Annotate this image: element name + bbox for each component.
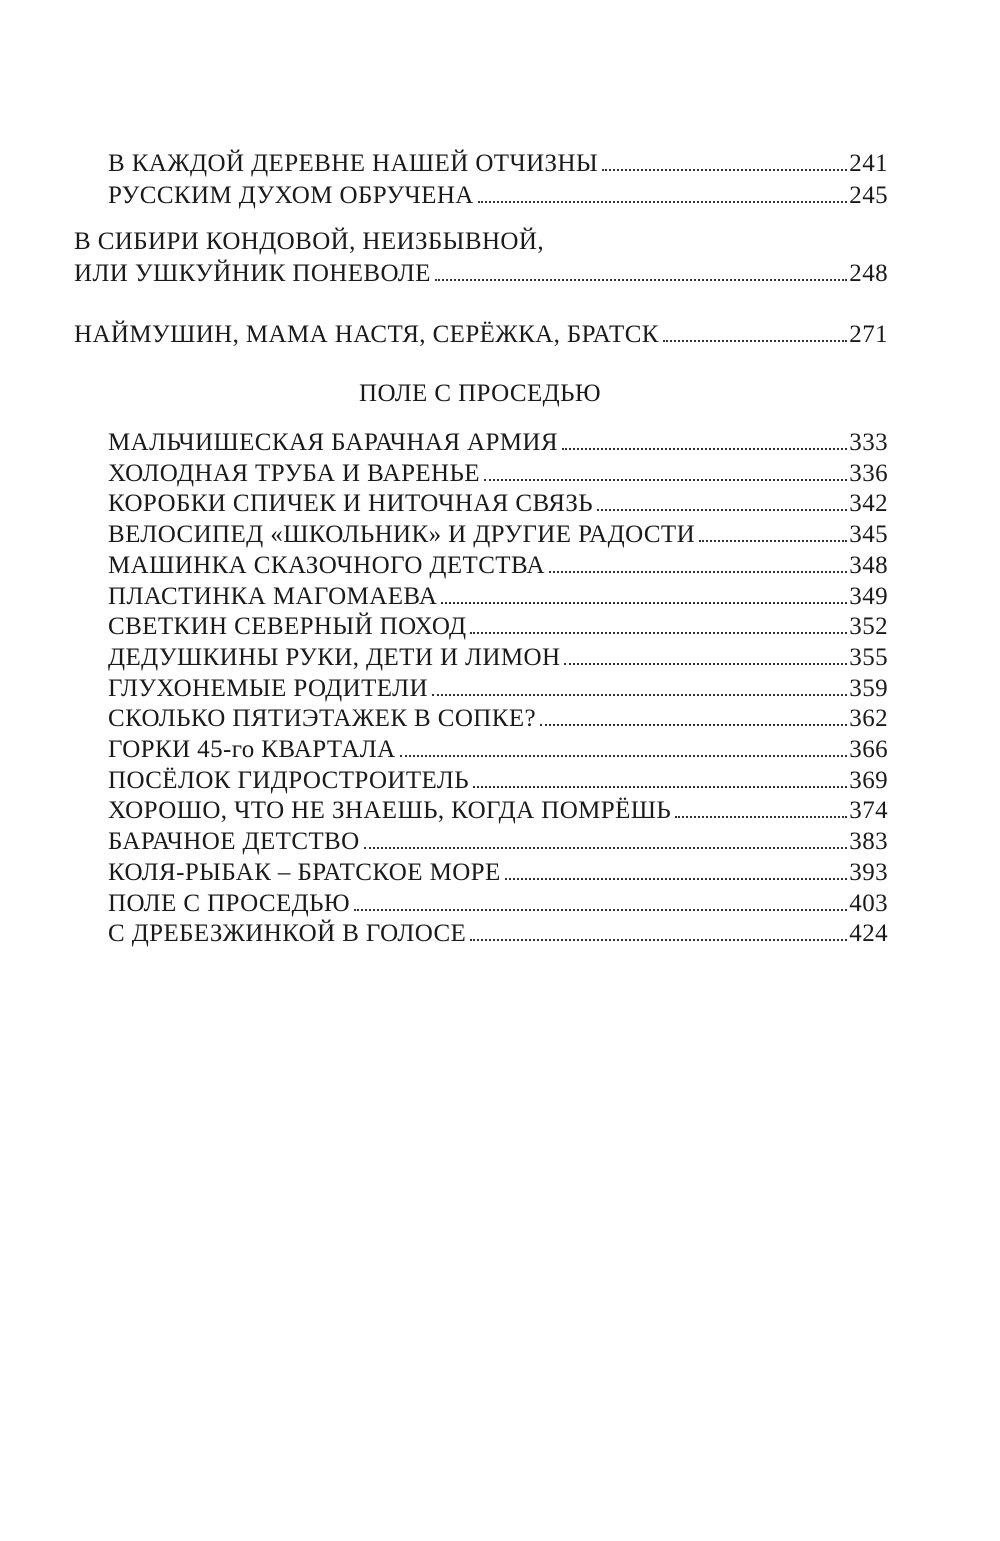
toc-entry-page: 383 [849, 828, 888, 856]
toc-entry-title-line1: В СИБИРИ КОНДОВОЙ, НЕИЗБЫВНОЙ, [74, 228, 544, 255]
dot-leader [432, 694, 847, 696]
dot-leader [675, 816, 847, 818]
toc-entry-page: 349 [849, 582, 888, 610]
toc-entry-title: КОРОБКИ СПИЧЕК И НИТОЧНАЯ СВЯЗЬ [108, 490, 594, 518]
toc-entry-title: ВЕЛОСИПЕД «ШКОЛЬНИК» И ДРУГИЕ РАДОСТИ [108, 521, 696, 549]
toc-entry-page: 359 [849, 674, 888, 702]
toc-entry [108, 703, 888, 734]
toc-entry [108, 765, 888, 796]
toc-entry-page: 245 [849, 182, 888, 209]
toc-entry-title-line2: ИЛИ УШКУЙНИК ПОНЕВОЛЕ [74, 260, 431, 287]
toc-entry [108, 826, 888, 857]
toc-entry-title: В КАЖДОЙ ДЕРЕВНЕ НАШЕЙ ОТЧИЗНЫ [108, 150, 599, 177]
toc-entry-page: 374 [849, 797, 888, 825]
toc-entry-page: 248 [849, 260, 888, 287]
toc-entry-title: МАШИНКА СКАЗОЧНОГО ДЕТСТВА [108, 551, 545, 579]
dot-leader [597, 509, 847, 511]
toc-entry-page: 333 [849, 429, 888, 456]
toc-entry [108, 458, 888, 489]
toc-entry-page: 345 [849, 521, 888, 549]
dot-leader [562, 448, 847, 450]
toc-entry-title: ХОЛОДНАЯ ТРУБА И ВАРЕНЬЕ [108, 459, 480, 487]
toc-entry [108, 148, 888, 179]
toc-entry-page: 393 [849, 858, 888, 886]
dot-leader [470, 632, 847, 634]
toc-entry [74, 319, 888, 350]
toc-entry [108, 180, 888, 211]
dot-leader [478, 201, 848, 203]
toc-entry-page: 403 [849, 889, 888, 917]
toc-entry [108, 734, 888, 765]
toc-entry [108, 550, 888, 581]
dot-leader [505, 878, 848, 880]
toc-entry-page: 424 [849, 920, 888, 948]
toc-entry [108, 795, 888, 826]
toc-entry-page: 362 [849, 705, 888, 733]
dot-leader [473, 786, 847, 788]
dot-leader [364, 847, 848, 849]
toc-entry [108, 519, 888, 550]
dot-leader [699, 540, 847, 542]
dot-leader [441, 602, 847, 604]
toc-entry-title: ДЕДУШКИНЫ РУКИ, ДЕТИ И ЛИМОН [108, 643, 561, 671]
dot-leader [354, 909, 847, 911]
toc-entry-page: 271 [849, 321, 888, 348]
dot-leader [564, 663, 847, 665]
dot-leader [484, 479, 847, 481]
dot-leader [470, 939, 847, 941]
toc-entry-page: 369 [849, 766, 888, 794]
toc-entry-page: 241 [849, 150, 888, 177]
toc-entry [108, 888, 888, 919]
toc-entry-page: 366 [849, 736, 888, 763]
toc-entry [108, 918, 888, 949]
toc-entry-title: МАЛЬЧИШЕСКАЯ БАРАЧНАЯ АРМИЯ [108, 429, 558, 456]
dot-leader [602, 169, 847, 171]
toc-entry [108, 488, 888, 519]
toc-entry [108, 642, 888, 673]
toc-entry-title: ГОРКИ 45-го КВАРТАЛА [108, 736, 396, 763]
toc-entry-title: РУССКИМ ДУХОМ ОБРУЧЕНА [108, 182, 474, 209]
toc-entry-page: 342 [849, 490, 888, 518]
toc-entry-page: 352 [849, 613, 888, 641]
toc-entry-title: С ДРЕБЕЗЖИНКОЙ В ГОЛОСЕ [108, 920, 467, 948]
toc-entry [108, 857, 888, 888]
toc-entry-title: СВЕТКИН СЕВЕРНЫЙ ПОХОД [108, 613, 467, 641]
dot-leader [435, 279, 848, 281]
toc-entry-title: ПОЛЕ С ПРОСЕДЬЮ [108, 889, 350, 917]
toc-entry-title: СКОЛЬКО ПЯТИЭТАЖЕК В СОПКЕ? [108, 705, 536, 733]
toc-entry-page: 348 [849, 551, 888, 579]
section-heading: ПОЛЕ С ПРОСЕДЬЮ [359, 380, 601, 407]
toc-entry [108, 427, 888, 458]
toc-entry-page: 355 [849, 643, 888, 671]
toc-entry-title: ПЛАСТИНКА МАГОМАЕВА [108, 582, 438, 610]
toc-entry-title: КОЛЯ-РЫБАК – БРАТСКОЕ МОРЕ [108, 858, 501, 886]
toc-entry-title: ГЛУХОНЕМЫЕ РОДИТЕЛИ [108, 674, 428, 702]
toc-entry-title: ПОСЁЛОК ГИДРОСТРОИТЕЛЬ [108, 766, 470, 794]
dot-leader [549, 571, 847, 573]
toc-entry [108, 611, 888, 642]
toc-entry [108, 673, 888, 704]
dot-leader [400, 755, 848, 757]
dot-leader [663, 340, 847, 342]
toc-entry [74, 258, 888, 289]
toc-entry-page: 336 [849, 459, 888, 487]
dot-leader [540, 724, 847, 726]
toc-entry-title: ХОРОШО, ЧТО НЕ ЗНАЕШЬ, КОГДА ПОМРЁШЬ [108, 797, 672, 825]
toc-entry-title: БАРАЧНОЕ ДЕТСТВО [108, 828, 360, 856]
toc-entry-title: НАЙМУШИН, МАМА НАСТЯ, СЕРЁЖКА, БРАТСК [74, 321, 659, 348]
toc-entry [108, 581, 888, 612]
